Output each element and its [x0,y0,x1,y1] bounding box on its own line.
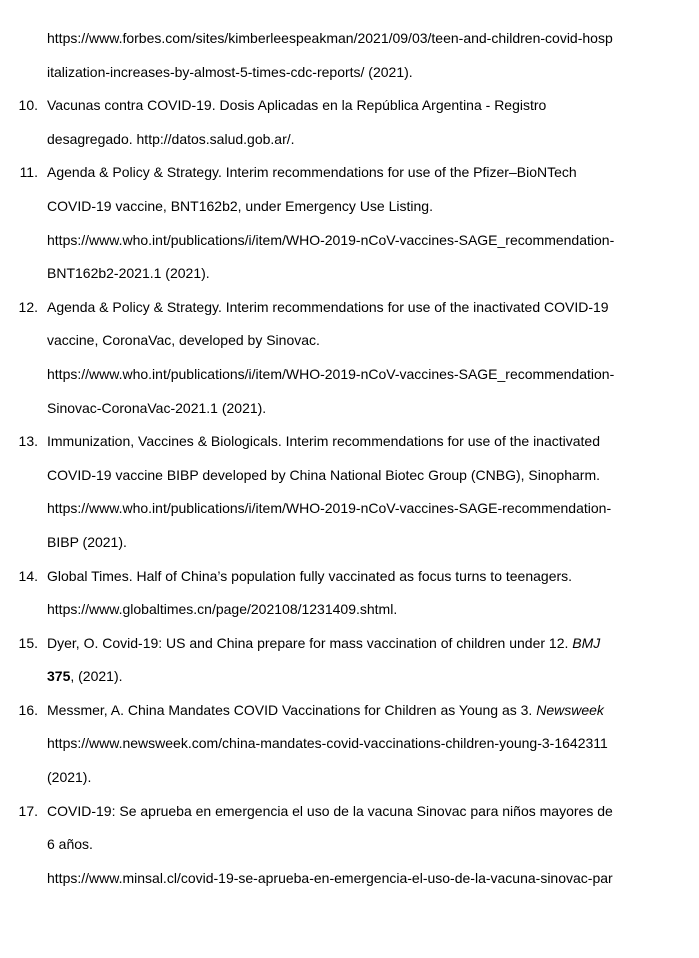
journal-name: Newsweek [536,701,604,718]
reference-url: https://www.minsal.cl/covid-19-se-aprueba-en-emergencia-el-uso-de-la-vacuna-sinovac-par [47,869,613,886]
reference-line: vaccine, CoronaVac, developed by Sinovac. [47,332,320,349]
reference-line: Immunization, Vaccines & Biologicals. Interim recommendations for use of the inactivated [47,433,600,450]
reference-line: https://www.forbes.com/sites/kimberleespeakman/2021/09/03/teen-and-children-covid-hosp [47,30,613,46]
reference-item [0,89,699,156]
reference-url: https://www.globaltimes.cn/page/202108/1231409.shtml. [47,601,398,618]
reference-list [0,22,699,895]
reference-line: (2021). [47,769,92,786]
reference-item [0,694,699,795]
reference-line: COVID-19 vaccine, BNT162b2, under Emergency Use Listing. [47,197,433,214]
reference-line: 6 años. [47,836,93,853]
reference-text: Messmer, A. China Mandates COVID Vaccinations for Children as Young as 3. [47,701,537,718]
reference-item [0,156,699,290]
reference-line: desagregado. http://datos.salud.gob.ar/. [47,130,295,147]
reference-item [0,291,699,425]
reference-number: 10. [18,97,38,114]
reference-number: 15. [18,634,38,651]
reference-number: 11. [19,164,38,181]
reference-number: 12. [18,298,38,315]
reference-item [0,22,699,89]
reference-line: italization-increases-by-almost-5-times-cdc-reports/ (2021). [47,63,413,80]
reference-line: Sinovac-CoronaVac-2021.1 (2021). [47,399,267,416]
reference-line: Vacunas contra COVID-19. Dosis Aplicadas en la República Argentina - Registro [47,97,547,114]
reference-text: Dyer, O. Covid-19: US and China prepare for mass vaccination of children under 12. [47,634,573,651]
reference-url: https://www.who.int/publications/i/item/WHO-2019-nCoV-vaccines-SAGE_recommendation- [47,231,615,248]
reference-number: 16. [18,701,38,718]
reference-number: 14. [18,567,38,584]
reference-item [0,795,699,896]
reference-item [0,560,699,627]
reference-item [0,627,699,694]
reference-number: 13. [18,433,38,450]
reference-line: COVID-19: Se aprueba en emergencia el uso de la vacuna Sinovac para niños mayores de [47,802,613,819]
reference-line: Agenda & Policy & Strategy. Interim recommendations for use of the inactivated COVID-19 [47,298,609,315]
reference-line: BIBP (2021). [47,533,127,550]
reference-line: COVID-19 vaccine BIBP developed by China National Biotec Group (CNBG), Sinopharm. [47,466,601,483]
volume-number: 375 [47,668,71,685]
reference-item [0,425,699,559]
reference-url: https://www.who.int/publications/i/item/WHO-2019-nCoV-vaccines-SAGE-recommendation- [47,500,612,517]
reference-text: , (2021). [70,668,123,685]
journal-name: BMJ [572,634,601,651]
reference-url: https://www.newsweek.com/china-mandates-covid-vaccinations-children-young-3-1642311 [47,735,608,752]
reference-line: Global Times. Half of China’s population fully vaccinated as focus turns to teenagers. [47,567,573,584]
reference-line: BNT162b2-2021.1 (2021). [47,265,210,282]
reference-line [47,627,689,661]
reference-line [47,660,689,694]
reference-line: Agenda & Policy & Strategy. Interim recommendations for use of the Pfizer–BioNTech [47,164,577,181]
reference-number: 17. [18,802,38,819]
reference-url: https://www.who.int/publications/i/item/WHO-2019-nCoV-vaccines-SAGE_recommendation- [47,365,615,382]
reference-line [47,694,689,728]
